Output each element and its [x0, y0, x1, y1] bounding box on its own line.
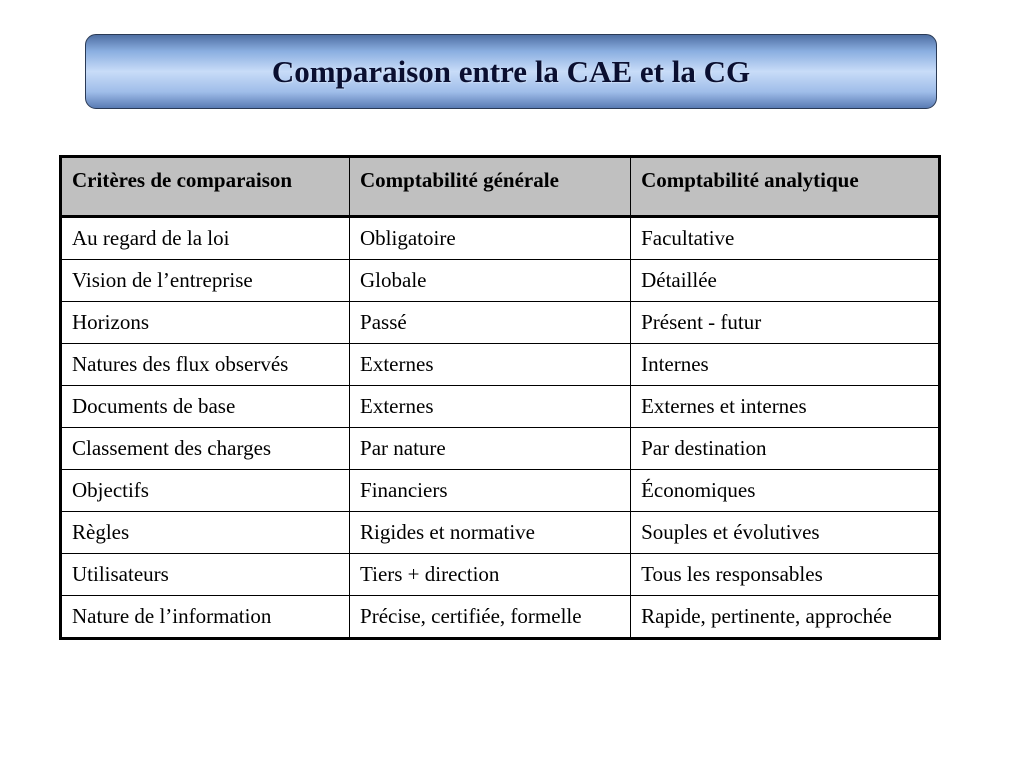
table-row — [61, 217, 940, 260]
table-row — [61, 596, 940, 639]
criteria-cell: Objectifs — [61, 470, 350, 512]
table-row — [61, 428, 940, 470]
header-general-accounting: Comptabilité générale — [350, 157, 631, 217]
analytical-accounting-cell: Facultative — [631, 217, 940, 260]
table-row — [61, 260, 940, 302]
general-accounting-cell: Passé — [350, 302, 631, 344]
criteria-cell: Au regard de la loi — [61, 217, 350, 260]
analytical-accounting-cell: Présent - futur — [631, 302, 940, 344]
analytical-accounting-cell: Économiques — [631, 470, 940, 512]
comparison-table — [59, 155, 941, 640]
criteria-cell: Utilisateurs — [61, 554, 350, 596]
table-row — [61, 386, 940, 428]
general-accounting-cell: Globale — [350, 260, 631, 302]
criteria-cell: Natures des flux observés — [61, 344, 350, 386]
table-row — [61, 344, 940, 386]
criteria-cell: Documents de base — [61, 386, 350, 428]
general-accounting-cell: Précise, certifiée, formelle — [350, 596, 631, 639]
header-analytical-accounting: Comptabilité analytique — [631, 157, 940, 217]
title-banner — [85, 34, 937, 109]
criteria-cell: Horizons — [61, 302, 350, 344]
table-header-row — [61, 157, 940, 217]
general-accounting-cell: Rigides et normative — [350, 512, 631, 554]
general-accounting-cell: Externes — [350, 386, 631, 428]
table-row — [61, 302, 940, 344]
analytical-accounting-cell: Détaillée — [631, 260, 940, 302]
table-row — [61, 554, 940, 596]
criteria-cell: Nature de l’information — [61, 596, 350, 639]
slide-title: Comparaison entre la CAE et la CG — [271, 53, 751, 89]
analytical-accounting-cell: Rapide, pertinente, approchée — [631, 596, 940, 639]
table-row — [61, 470, 940, 512]
criteria-cell: Règles — [61, 512, 350, 554]
table-row — [61, 512, 940, 554]
general-accounting-cell: Par nature — [350, 428, 631, 470]
criteria-cell: Classement des charges — [61, 428, 350, 470]
analytical-accounting-cell: Souples et évolutives — [631, 512, 940, 554]
analytical-accounting-cell: Externes et internes — [631, 386, 940, 428]
header-criteria: Critères de comparaison — [61, 157, 350, 217]
general-accounting-cell: Obligatoire — [350, 217, 631, 260]
criteria-cell: Vision de l’entreprise — [61, 260, 350, 302]
analytical-accounting-cell: Internes — [631, 344, 940, 386]
general-accounting-cell: Tiers + direction — [350, 554, 631, 596]
analytical-accounting-cell: Par destination — [631, 428, 940, 470]
general-accounting-cell: Externes — [350, 344, 631, 386]
general-accounting-cell: Financiers — [350, 470, 631, 512]
analytical-accounting-cell: Tous les responsables — [631, 554, 940, 596]
